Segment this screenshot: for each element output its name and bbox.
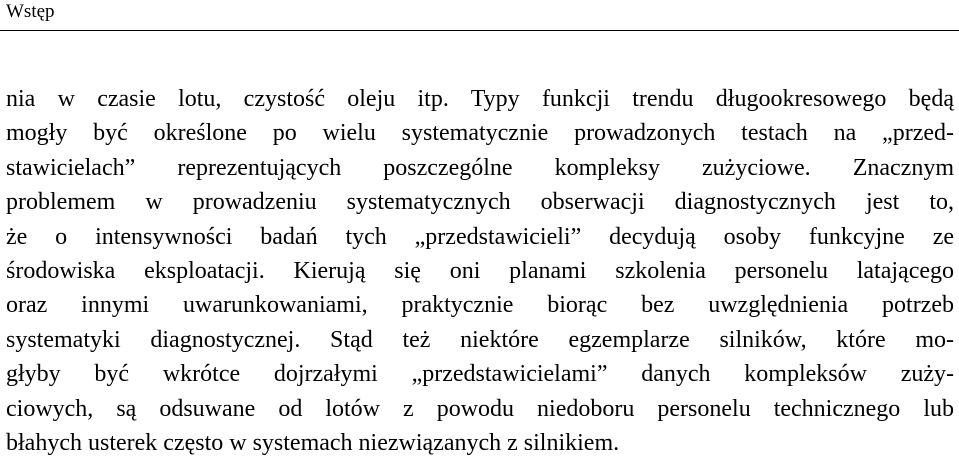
text-line: problemem w prowadzeniu systematycznych obserwacji diagnostycznych jest to, [6, 189, 954, 216]
text-line: że o intensywności badań tych „przedstawicieli” decydują osoby funkcyjne ze [6, 223, 954, 250]
text-line: oraz innymi uwarunkowaniami, praktycznie biorąc bez uwzględnienia potrzeb [6, 292, 954, 319]
body-paragraph [6, 82, 954, 460]
text-line: ciowych, są odsuwane od lotów z powodu niedoboru personelu technicznego lub [6, 395, 954, 422]
text-line: środowiska eksploatacji. Kierują się oni planami szkolenia personelu latającego [6, 257, 954, 284]
running-header [0, 0, 959, 26]
header-divider [0, 30, 959, 31]
text-line: głyby być wkrótce dojrzałymi „przedstawicielami” danych kompleksów zuży- [6, 361, 954, 388]
text-line: błahych usterek często w systemach niezwiązanych z silnikiem. [6, 429, 620, 456]
section-title: Wstęp [6, 1, 55, 22]
text-line: mogły być określone po wielu systematycznie prowadzonych testach na „przed- [6, 120, 954, 147]
text-line: systematyki diagnostycznej. Stąd też niektóre egzemplarze silników, które mo- [6, 326, 954, 353]
text-line: nia w czasie lotu, czystość oleju itp. Typy funkcji trendu długookresowego będą [6, 86, 954, 112]
text-line: stawicielach” reprezentujących poszczególne kompleksy zużyciowe. Znacznym [6, 154, 954, 181]
